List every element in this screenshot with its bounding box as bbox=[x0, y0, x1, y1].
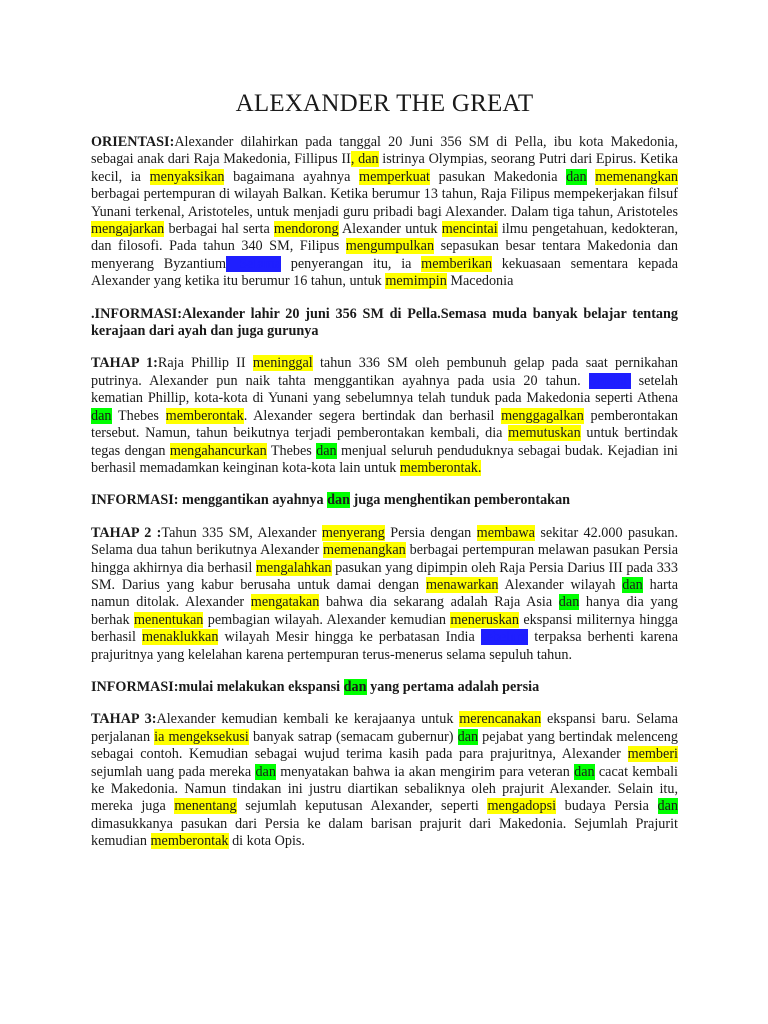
green-highlight: dan bbox=[457, 728, 479, 745]
yellow-highlight: mengajarkan bbox=[91, 221, 165, 238]
paragraph-tahap-1 bbox=[91, 355, 678, 477]
text-run: pemberontakan tersebut. Namun, tahun beikutnya terjadi pemberontakan kembali, dia bbox=[91, 407, 679, 442]
text-run: ekspansi baru. Selama perjalanan bbox=[91, 711, 679, 745]
yellow-highlight: memimpin bbox=[385, 273, 447, 290]
text-run: Macedonia bbox=[446, 273, 514, 290]
green-highlight: dan bbox=[622, 576, 643, 593]
text-run: tahun 336 SM oleh pembunuh gelap pada saat pernikahan putrinya. Alexander pun naik tahta menggantikan ayahnya pada usia 20 tahun. bbox=[91, 355, 679, 389]
yellow-highlight: mendorong bbox=[273, 221, 339, 238]
blue-highlight: Setelah bbox=[588, 372, 631, 389]
text-run: . Alexander segera bertindak dan berhasil bbox=[243, 407, 502, 424]
green-highlight: dan bbox=[558, 594, 580, 611]
document-title: ALEXANDER THE GREAT bbox=[235, 90, 534, 117]
section-label: TAHAP 3: bbox=[91, 711, 157, 728]
blue-highlight: . Selama bbox=[226, 255, 282, 272]
text-run: Thebes bbox=[111, 407, 166, 424]
yellow-highlight: mengatakan bbox=[250, 594, 320, 611]
text-run: INFORMASI:mulai melakukan ekspansi bbox=[91, 678, 344, 695]
green-highlight: dan bbox=[255, 763, 276, 780]
text-run: Thebes bbox=[266, 442, 317, 459]
text-run: menyatakan bahwa ia akan mengirim para veteran bbox=[275, 763, 575, 780]
yellow-highlight: mengalahkan bbox=[255, 559, 332, 576]
text-run: sejumlah keputusan Alexander, seperti bbox=[236, 798, 488, 815]
text-run: kekuasaan sementara kepada Alexander yang ketika itu berumur 16 tahun, untuk bbox=[91, 255, 678, 290]
yellow-highlight: menyaksikan bbox=[149, 168, 225, 185]
text-run: terpaksa berhenti karena prajuritnya yang kelelahan karena pertempuran terus-menerus selama sepuluh tahun. bbox=[91, 629, 678, 663]
yellow-highlight: mengahancurkan bbox=[169, 442, 267, 459]
yellow-highlight: menentukan bbox=[134, 611, 204, 628]
yellow-highlight: memberontak bbox=[150, 833, 229, 850]
yellow-highlight: menggagalkan bbox=[501, 407, 584, 424]
text-run: bahwa dia sekarang adalah Raja Asia bbox=[319, 594, 559, 611]
text-run: pembagian wilayah. Alexander kemudian bbox=[203, 611, 451, 628]
text-run: Alexander dilahirkan pada tanggal 20 Juni 356 SM di Pella, ibu kota Makedonia, sebagai anak dari Raja Makedonia, Fillipus II bbox=[91, 134, 678, 168]
green-highlight: dan bbox=[316, 442, 337, 459]
yellow-highlight: merencanakan bbox=[459, 711, 542, 728]
green-highlight: dan bbox=[657, 798, 678, 815]
paragraph-informasi-2 bbox=[91, 492, 678, 509]
text-run: pejabat yang bertindak melenceng sebagai contoh. Kemudian sebagai wujud terima kasih pada para prajuritnya, Alexander bbox=[91, 728, 678, 763]
yellow-highlight: menyerang bbox=[321, 524, 385, 541]
text-run: Tahun 335 SM, Alexander bbox=[161, 524, 322, 541]
text-run: menjual seluruh penduduknya sebagai budak. Kejadian ini berhasil memadamkan keinginan kota-kota lain untuk bbox=[91, 442, 678, 476]
text-run: dimasukkanya pasukan dari Persia ke dalam barisan prajurit dari Makedonia. Sejumlah Prajurit kemudian bbox=[91, 815, 678, 850]
yellow-highlight: memberikan bbox=[421, 255, 493, 272]
text-run: ekspansi militernya hingga berhasil bbox=[91, 611, 678, 646]
yellow-highlight: mencintai bbox=[441, 221, 498, 238]
text-run: sekitar 42.000 pasukan. Selama dua tahun berikutnya Alexander bbox=[91, 524, 678, 559]
yellow-highlight: menentang bbox=[174, 798, 237, 815]
text-run: Alexander untuk bbox=[338, 221, 442, 238]
text-run: sepasukan besar tentara Makedonia dan menyerang Byzantium bbox=[91, 238, 678, 272]
yellow-highlight: memberontak. bbox=[399, 459, 482, 476]
text-run: di kota Opis. bbox=[228, 833, 305, 850]
text-run: berbagai pertempuran melawan pasukan Persia hingga akhirnya dia berhasil bbox=[91, 542, 678, 576]
text-run bbox=[587, 169, 596, 185]
green-highlight: dan bbox=[574, 763, 595, 780]
text-run: juga menghentikan pemberontakan bbox=[349, 492, 571, 509]
paragraph-tahap-3 bbox=[91, 711, 678, 850]
document-page bbox=[91, 88, 678, 866]
text-run: wilayah Mesir hingga ke perbatasan India bbox=[218, 629, 481, 646]
green-highlight: dan bbox=[343, 678, 367, 695]
yellow-highlight: memperkuat bbox=[359, 168, 430, 185]
yellow-highlight: dan bbox=[358, 151, 379, 168]
yellow-highlight: ia mengeksekusi bbox=[154, 728, 249, 745]
yellow-highlight: memutuskan bbox=[508, 425, 581, 442]
text-run: hanya dia yang berhak bbox=[91, 594, 678, 628]
blue-highlight: sebelum bbox=[480, 629, 529, 646]
yellow-highlight: memberi bbox=[627, 746, 678, 763]
text-run: pasukan Makedonia bbox=[429, 168, 567, 185]
text-run: banyak satrap (semacam gubernur) bbox=[248, 728, 458, 745]
yellow-highlight: memenangkan bbox=[323, 542, 406, 559]
section-label: TAHAP 1: bbox=[91, 355, 158, 372]
text-run: penyerangan itu, ia bbox=[281, 255, 422, 272]
section-label: ORIENTASI: bbox=[91, 134, 175, 150]
text-run: setelah kematian Phillip, kota-kota di Yunani yang sebelumnya telah tunduk pada Makedonia seperti Athena bbox=[91, 372, 679, 407]
yellow-highlight: menawarkan bbox=[426, 576, 499, 593]
text-run: pasukan yang dipimpin oleh Raja Persia Darius III pada 333 SM. Darius yang kabur berusaha untuk damai dengan bbox=[91, 559, 678, 593]
text-run: harta namun ditolak. Alexander bbox=[91, 576, 678, 611]
text-run: berbagai hal serta bbox=[164, 221, 274, 238]
yellow-highlight: membawa bbox=[476, 524, 535, 541]
paragraph-tahap-2 bbox=[91, 525, 678, 664]
text-run: Raja Phillip II bbox=[157, 355, 253, 372]
yellow-highlight: meneruskan bbox=[450, 611, 519, 628]
yellow-highlight: memenangkan bbox=[595, 168, 679, 185]
text-run: Alexander kemudian kembali ke kerajaanya untuk bbox=[156, 711, 460, 728]
yellow-highlight: , bbox=[350, 151, 359, 168]
text-run: ilmu pengetahuan, kedokteran, dan filosofi. Pada tahun 340 SM, Filipus bbox=[91, 221, 679, 255]
yellow-highlight: meninggal bbox=[252, 355, 313, 372]
green-highlight: dan bbox=[91, 407, 112, 424]
document-body bbox=[91, 134, 678, 851]
paragraph-informasi-1 bbox=[91, 306, 678, 341]
paragraph-orientasi bbox=[91, 134, 678, 291]
yellow-highlight: menaklukkan bbox=[142, 629, 219, 646]
section-label: TAHAP 2 : bbox=[91, 524, 162, 541]
text-run: berbagai pertempuran di wilayah Balkan. Ketika berumur 13 tahun, Raja Filipus mempekerjakan filsuf Yunani terkenal, Aristoteles, untuk menjadi guru pribadi bagi Alexander. Dalam tiga tahun, Aristoteles bbox=[91, 186, 678, 220]
text-run: Alexander wilayah bbox=[498, 576, 623, 593]
paragraph-informasi-3 bbox=[91, 679, 678, 696]
yellow-highlight: memberontak bbox=[165, 407, 244, 424]
text-run: .INFORMASI:Alexander lahir 20 juni 356 SM di Pella.Semasa muda banyak belajar tentang kerajaan dari ayah dan juga gurunya bbox=[91, 305, 678, 340]
green-highlight: dan bbox=[327, 492, 350, 509]
text-run: INFORMASI: menggantikan ayahnya bbox=[91, 492, 328, 509]
text-run: sejumlah uang pada mereka bbox=[91, 763, 256, 780]
text-run: Persia dengan bbox=[384, 524, 477, 541]
green-highlight: dan bbox=[566, 168, 587, 185]
text-run: yang pertama adalah persia bbox=[366, 678, 540, 695]
text-run: budaya Persia bbox=[556, 798, 658, 815]
text-run: bagaimana ayahnya bbox=[224, 168, 360, 185]
yellow-highlight: mengumpulkan bbox=[345, 238, 435, 255]
text-run: untuk bertindak tegas dengan bbox=[91, 425, 678, 459]
text-run: istrinya Olympias, seorang Putri dari Epirus. Ketika kecil, ia bbox=[91, 151, 679, 185]
text-run: cacat kembali ke Makedonia. Namun tindakan ini justru diartikan sebaliknya oleh prajurit Alexander. Selain itu, mereka juga bbox=[91, 763, 678, 815]
yellow-highlight: mengadopsi bbox=[487, 798, 557, 815]
